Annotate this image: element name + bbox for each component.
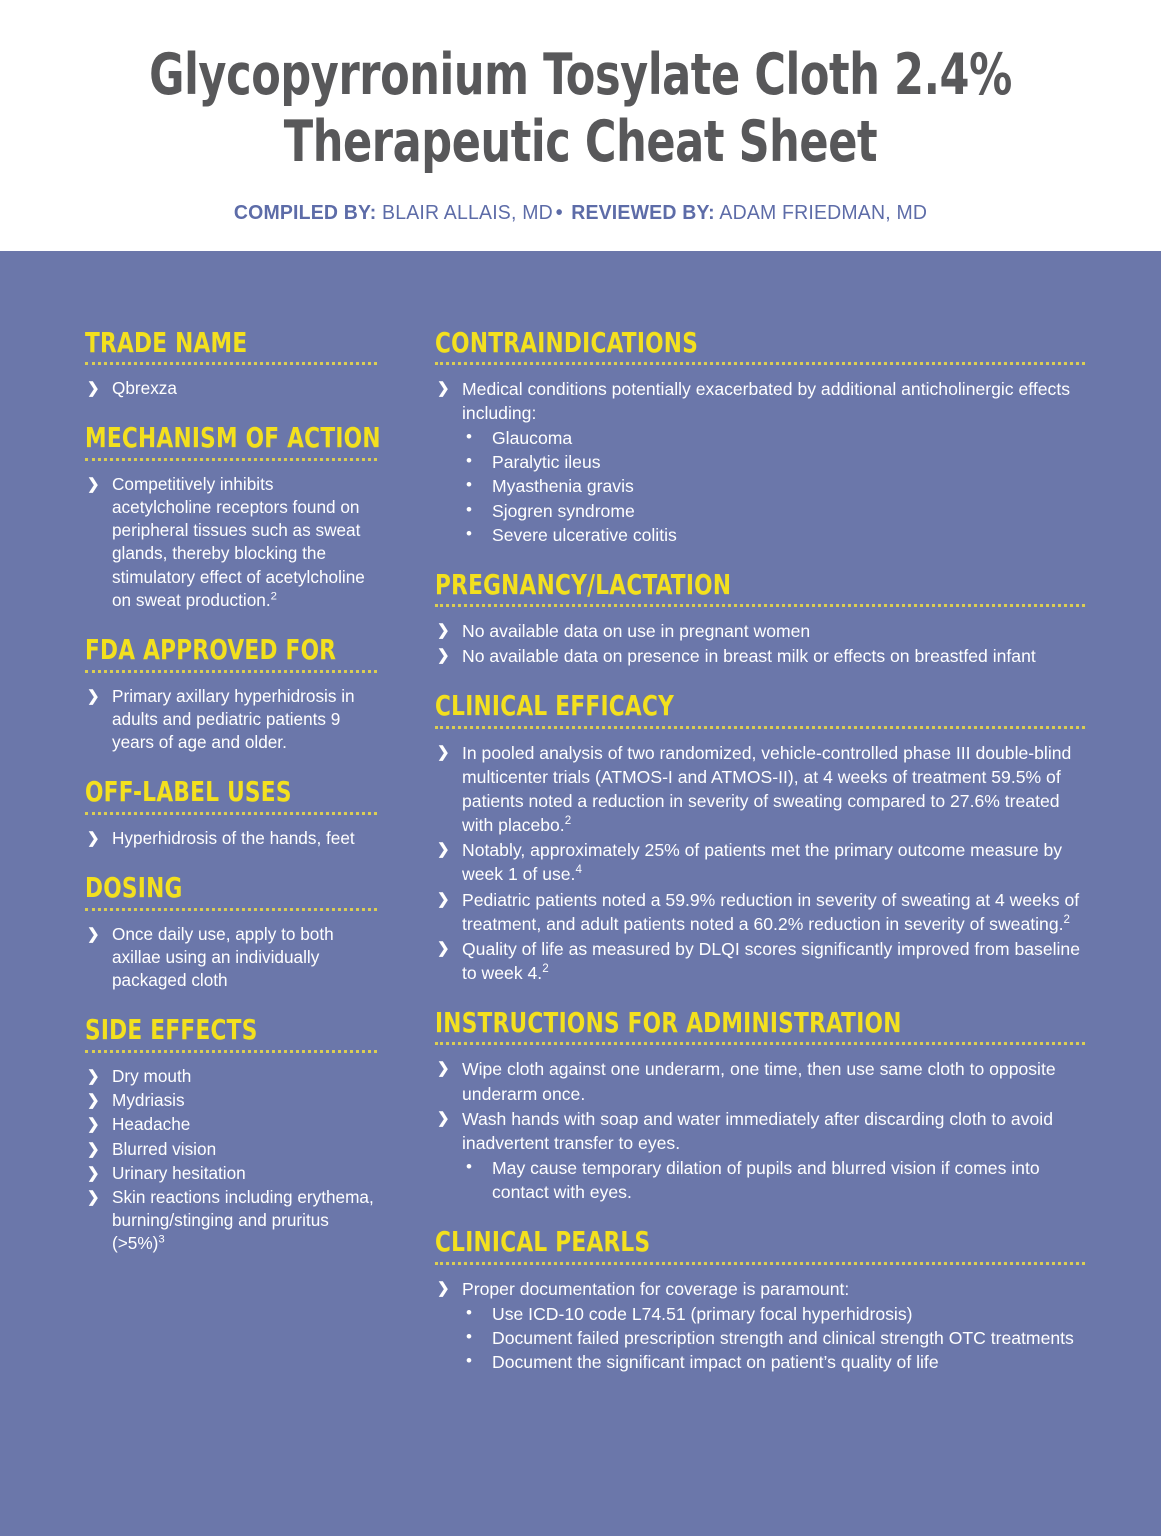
- section-heading: MECHANISM OF ACTION: [85, 421, 381, 455]
- bullet-text: Medical conditions potentially exacerbated by additional anticholinergic effects including:: [462, 379, 1071, 424]
- chevron-right-icon: ❯: [437, 1060, 450, 1078]
- reviewed-by-name: ADAM FRIEDMAN, MD: [714, 200, 928, 224]
- bullet-text: No available data on use in pregnant women: [462, 621, 811, 642]
- chevron-right-icon: ❯: [437, 1109, 450, 1127]
- sub-bullet-item: [462, 1326, 1085, 1350]
- sub-bullet-text: Use ICD-10 code L74.51 (primary focal hyperhidrosis): [492, 1303, 913, 1324]
- bullet-list: [85, 1065, 377, 1256]
- chevron-right-icon: ❯: [437, 1279, 450, 1297]
- section-body: [435, 377, 1085, 547]
- right-column: [435, 325, 1085, 1398]
- bullet-item: [85, 1089, 377, 1112]
- chevron-right-icon: ❯: [87, 1140, 100, 1158]
- section-heading: FDA APPROVED FOR: [85, 633, 337, 667]
- bullet-item: [435, 838, 1085, 886]
- sub-bullet-text: Document failed prescription strength and clinical strength OTC treatments: [492, 1327, 1074, 1348]
- bullet-item: [435, 741, 1085, 837]
- bullet-list: [85, 923, 377, 993]
- bullet-text: Qbrexza: [112, 378, 177, 399]
- chevron-right-icon: ❯: [87, 380, 100, 398]
- chevron-right-icon: ❯: [87, 1092, 100, 1110]
- section-dosing: [85, 871, 377, 992]
- bullet-text: Hyperhidrosis of the hands, feet: [112, 827, 355, 848]
- bullet-text: In pooled analysis of two randomized, vehicle-controlled phase III double-blind multicenter trials (ATMOS-I and ATMOS-II), at 4 weeks of treatment 59.5% of patients noted a reduction in severity of sweating compared to 27.6% treated with placebo.: [462, 742, 1072, 836]
- sub-bullet-list: [462, 1156, 1085, 1204]
- chevron-right-icon: ❯: [87, 687, 100, 705]
- chevron-right-icon: ❯: [87, 925, 100, 943]
- document-header: [0, 0, 1161, 251]
- chevron-right-icon: ❯: [437, 939, 450, 957]
- chevron-right-icon: ❯: [87, 475, 100, 493]
- bullet-list: [435, 1277, 1085, 1374]
- section-divider: [85, 670, 377, 673]
- section-divider: [85, 1050, 377, 1053]
- section-body: [85, 1065, 377, 1256]
- bullet-item: [85, 923, 377, 993]
- footnote-reference: 2: [1063, 912, 1070, 926]
- dot-bullet-icon: •: [466, 1302, 472, 1322]
- bullet-text: Quality of life as measured by DLQI scores significantly improved from baseline to week 4.: [462, 938, 1080, 983]
- sub-bullet-item: [462, 450, 1085, 474]
- dot-bullet-icon: •: [466, 427, 472, 447]
- section-heading: INSTRUCTIONS FOR ADMINISTRATION: [435, 1005, 902, 1039]
- bullet-list: [435, 741, 1085, 985]
- section-body: [435, 741, 1085, 985]
- chevron-right-icon: ❯: [437, 380, 450, 398]
- sub-bullet-list: [462, 1302, 1085, 1374]
- bullet-item: [85, 1186, 377, 1256]
- sub-bullet-text: Document the significant impact on patient’s quality of life: [492, 1351, 939, 1372]
- bullet-item: [435, 1107, 1085, 1204]
- sub-bullet-item: [462, 1350, 1085, 1374]
- bullet-list: [85, 377, 377, 400]
- section-divider: [435, 726, 1085, 729]
- dot-bullet-icon: •: [466, 1350, 472, 1370]
- section-body: [435, 1277, 1085, 1374]
- section-heading: SIDE EFFECTS: [85, 1013, 258, 1047]
- bullet-text: Urinary hesitation: [112, 1162, 246, 1183]
- bullet-item: [85, 1162, 377, 1185]
- sub-bullet-text: Paralytic ileus: [492, 452, 601, 473]
- bullet-text: Skin reactions including erythema, burning/stinging and pruritus (>5%): [112, 1186, 374, 1254]
- section-divider: [435, 1042, 1085, 1045]
- section-body: [435, 619, 1085, 668]
- bullet-text: Once daily use, apply to both axillae using an individually packaged cloth: [112, 923, 334, 991]
- page-title-line-1: Glycopyrronium Tosylate Cloth 2.4%: [149, 42, 1012, 108]
- bullet-list: [435, 619, 1085, 668]
- chevron-right-icon: ❯: [87, 1164, 100, 1182]
- section-divider: [435, 1262, 1085, 1265]
- bullet-text: Competitively inhibits acetylcholine receptors found on peripheral tissues such as sweat glands, thereby blocking the stimulatory effect of acetylcholine on sweat production.: [112, 473, 365, 610]
- section-body: [85, 685, 377, 755]
- sub-bullet-text: May cause temporary dilation of pupils and blurred vision if comes into contact with eyes.: [492, 1157, 1040, 1202]
- bullet-text: Headache: [112, 1114, 191, 1135]
- byline: [86, 201, 1075, 225]
- bullet-text: Proper documentation for coverage is paramount:: [462, 1278, 850, 1299]
- chevron-right-icon: ❯: [437, 743, 450, 761]
- section-heading: OFF-LABEL USES: [85, 775, 292, 809]
- sub-bullet-item: [462, 474, 1085, 498]
- section-divider: [85, 812, 377, 815]
- section-heading: PREGNANCY/LACTATION: [435, 567, 732, 601]
- compiled-by-name: BLAIR ALLAIS, MD: [376, 200, 553, 224]
- footnote-reference: 2: [542, 961, 549, 975]
- sub-bullet-text: Glaucoma: [492, 428, 573, 449]
- section-heading: CONTRAINDICATIONS: [435, 325, 699, 359]
- bullet-item: [85, 1138, 377, 1161]
- section-clinical-pearls: [435, 1225, 1085, 1374]
- reviewed-by-label: REVIEWED BY:: [571, 200, 715, 224]
- sub-bullet-list: [462, 426, 1085, 546]
- section-divider: [85, 908, 377, 911]
- section-divider: [85, 362, 377, 365]
- dot-bullet-icon: •: [466, 1326, 472, 1346]
- content-area: [0, 251, 1161, 1536]
- sub-bullet-item: [462, 426, 1085, 450]
- left-column: [85, 325, 381, 1280]
- footnote-reference: 3: [158, 1233, 165, 1246]
- sub-bullet-item: [462, 1302, 1085, 1326]
- bullet-list: [85, 685, 377, 755]
- bullet-item: [435, 937, 1085, 985]
- bullet-list: [85, 827, 377, 850]
- section-heading: TRADE NAME: [85, 325, 248, 359]
- sub-bullet-item: [462, 1156, 1085, 1204]
- section-body: [85, 377, 377, 400]
- section-trade-name: [85, 325, 377, 401]
- bullet-list: [435, 1057, 1085, 1204]
- section-heading: CLINICAL PEARLS: [435, 1225, 651, 1259]
- footnote-reference: 2: [270, 590, 277, 603]
- bullet-text: Blurred vision: [112, 1138, 217, 1159]
- page-title-line-2: Therapeutic Cheat Sheet: [283, 109, 878, 176]
- chevron-right-icon: ❯: [87, 1188, 100, 1206]
- bullet-item: [85, 1113, 377, 1136]
- section-fda-approved-for: [85, 633, 377, 754]
- section-mechanism-of-action: [85, 421, 381, 612]
- bullet-item: [435, 888, 1085, 936]
- bullet-text: Pediatric patients noted a 59.9% reduction in severity of sweating at 4 weeks of treatment, and adult patients noted a 60.2% reduction in severity of sweating.: [462, 889, 1080, 934]
- compiled-by-label: COMPILED BY:: [233, 200, 377, 224]
- bullet-item: [435, 1057, 1085, 1105]
- section-body: [435, 1057, 1085, 1204]
- byline-separator: •: [555, 200, 563, 224]
- dot-bullet-icon: •: [466, 475, 472, 495]
- chevron-right-icon: ❯: [437, 890, 450, 908]
- bullet-item: [435, 377, 1085, 547]
- chevron-right-icon: ❯: [87, 1067, 100, 1085]
- bullet-text: Wipe cloth against one underarm, one time, then use same cloth to opposite underarm once.: [462, 1059, 1056, 1104]
- bullet-item: [85, 377, 377, 400]
- section-clinical-efficacy: [435, 689, 1085, 984]
- footnote-reference: 2: [564, 814, 572, 828]
- sub-bullet-item: [462, 523, 1085, 547]
- section-body: [85, 827, 377, 850]
- dot-bullet-icon: •: [466, 1156, 472, 1176]
- dot-bullet-icon: •: [466, 451, 472, 471]
- bullet-item: [435, 644, 1085, 668]
- section-body: [85, 923, 377, 993]
- footnote-reference: 4: [575, 863, 582, 877]
- dot-bullet-icon: •: [466, 523, 472, 543]
- bullet-text: Notably, approximately 25% of patients met the primary outcome measure by week 1 of use.: [462, 840, 1063, 885]
- bullet-item: [85, 827, 377, 850]
- section-side-effects: [85, 1013, 377, 1255]
- bullet-item: [85, 685, 377, 755]
- section-heading: CLINICAL EFFICACY: [435, 689, 675, 723]
- dot-bullet-icon: •: [466, 499, 472, 519]
- sub-bullet-item: [462, 499, 1085, 523]
- bullet-item: [435, 619, 1085, 643]
- section-instructions-for-administration: [435, 1005, 1085, 1204]
- bullet-text: Dry mouth: [112, 1065, 192, 1086]
- section-divider: [435, 362, 1085, 365]
- bullet-text: Wash hands with soap and water immediately after discarding cloth to avoid inadvertent transfer to eyes.: [462, 1108, 1053, 1153]
- sub-bullet-text: Severe ulcerative colitis: [492, 524, 677, 545]
- chevron-right-icon: ❯: [87, 829, 100, 847]
- bullet-item: [85, 1065, 377, 1088]
- chevron-right-icon: ❯: [437, 647, 450, 665]
- section-contraindications: [435, 325, 1085, 547]
- bullet-list: [85, 473, 377, 612]
- bullet-text: Mydriasis: [112, 1090, 185, 1111]
- bullet-text: Primary axillary hyperhidrosis in adults and pediatric patients 9 years of age and older.: [112, 685, 355, 753]
- chevron-right-icon: ❯: [437, 622, 450, 640]
- section-divider: [85, 458, 377, 461]
- sub-bullet-text: Myasthenia gravis: [492, 476, 634, 497]
- section-body: [85, 473, 377, 612]
- bullet-list: [435, 377, 1085, 547]
- bullet-text: No available data on presence in breast milk or effects on breastfed infant: [462, 646, 1036, 667]
- chevron-right-icon: ❯: [437, 841, 450, 859]
- bullet-item: [435, 1277, 1085, 1374]
- section-heading: DOSING: [85, 871, 183, 905]
- section-pregnancy-lactation: [435, 567, 1085, 669]
- bullet-item: [85, 473, 377, 612]
- chevron-right-icon: ❯: [87, 1116, 100, 1134]
- section-divider: [435, 604, 1085, 607]
- sub-bullet-text: Sjogren syndrome: [492, 500, 635, 521]
- section-off-label-uses: [85, 775, 377, 850]
